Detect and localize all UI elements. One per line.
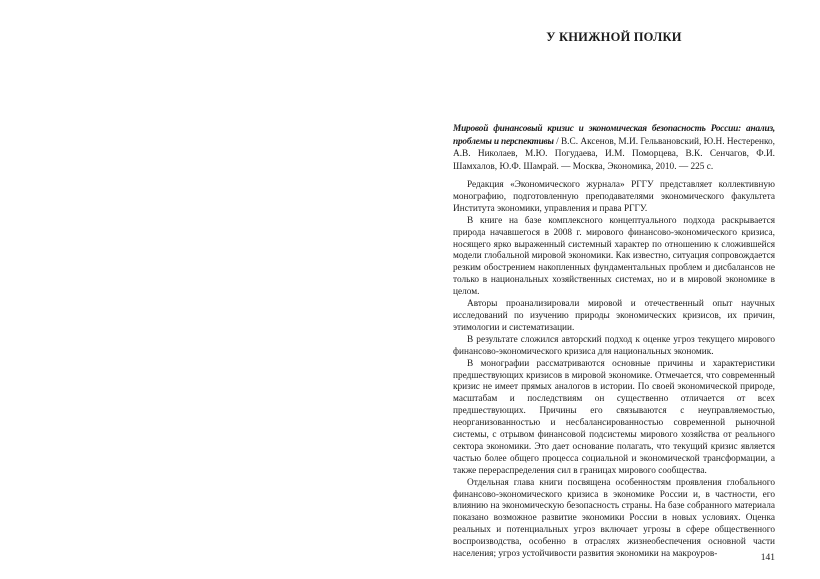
paragraph-2: В книге на базе комплексного концептуального подхода раскрывается природа начавшегося в 2008 г. мирового финансово-экономического кризиса, носящего ярко выраженный системный характер по отношению к сложившейся модели глобальной мировой экономики. Как известно, ситуация сопровождается резким обострением накопленных фундаментальных проблем и дисбалансов не только в национальных хозяйственных системах, но и в мировой экономике в целом. xyxy=(453,215,775,298)
book-title: Мировой финансовый кризис и экономическая безопасность России: анализ, проблемы и перспективы xyxy=(453,124,775,147)
paragraph-6: Отдельная глава книги посвящена особенностям проявления глобального финансово-экономического кризиса в экономике России и, в частности, его влиянию на экономическую безопасность страны. На базе собранного материала показано возможное развитие экономики России в новых условиях. Оценка реальных и потенциальных угроз включает угрозы в сфере общественного воспроизводства, особенно в отраслях жизнеобеспечения основной части населения; угроз устойчивости развития экономики на макроуров- xyxy=(453,477,775,560)
paragraph-5: В монографии рассматриваются основные причины и характеристики предшествующих кризисов в мировой экономике. Отмечается, что современный кризис не имеет прямых аналогов в истории. По своей экономической природе, масштабам и последствиям он существенно отличается от всех предшествующих. Причины его связываются с неуправляемостью, неорганизованностью и несбалансированностью современной рыночной системы, с отрывом финансовой подсистемы мирового хозяйства от реального сектора экономики. Это дает основание полагать, что текущий кризис является частью более общего процесса социальной и экономической трансформации, а также перераспределения сил в границах мирового сообщества. xyxy=(453,358,775,476)
paragraph-4: В результате сложился авторский подход к оценке угроз текущего мирового финансово-экономического кризиса для национальных экономик. xyxy=(453,334,775,357)
section-heading: У КНИЖНОЙ ПОЛКИ xyxy=(546,30,682,44)
page-number: 141 xyxy=(760,553,775,563)
book-citation xyxy=(453,123,775,173)
book-details: / В.С. Аксенов, М.И. Гельвановский, Ю.Н. Нестеренко, А.В. Николаев, М.Ю. Погудаева, И.М. Поморцева, В.К. Сенчагов, Ф.И. Шамхалов, Ю.Ф. Шамрай. — Москва, Экономика, 2010. — 225 с. xyxy=(453,136,775,172)
paragraph-1: Редакция «Экономического журнала» РГГУ представляет коллективную монографию, подготовленную преподавателями экономического факультета Института экономики, управления и права РГГУ. xyxy=(453,180,775,214)
paragraph-3: Авторы проанализировали мировой и отечественный опыт научных исследований по изучению природы экономических кризисов, их причин, этимологии и систематизации. xyxy=(453,299,775,333)
review-body xyxy=(453,180,775,561)
